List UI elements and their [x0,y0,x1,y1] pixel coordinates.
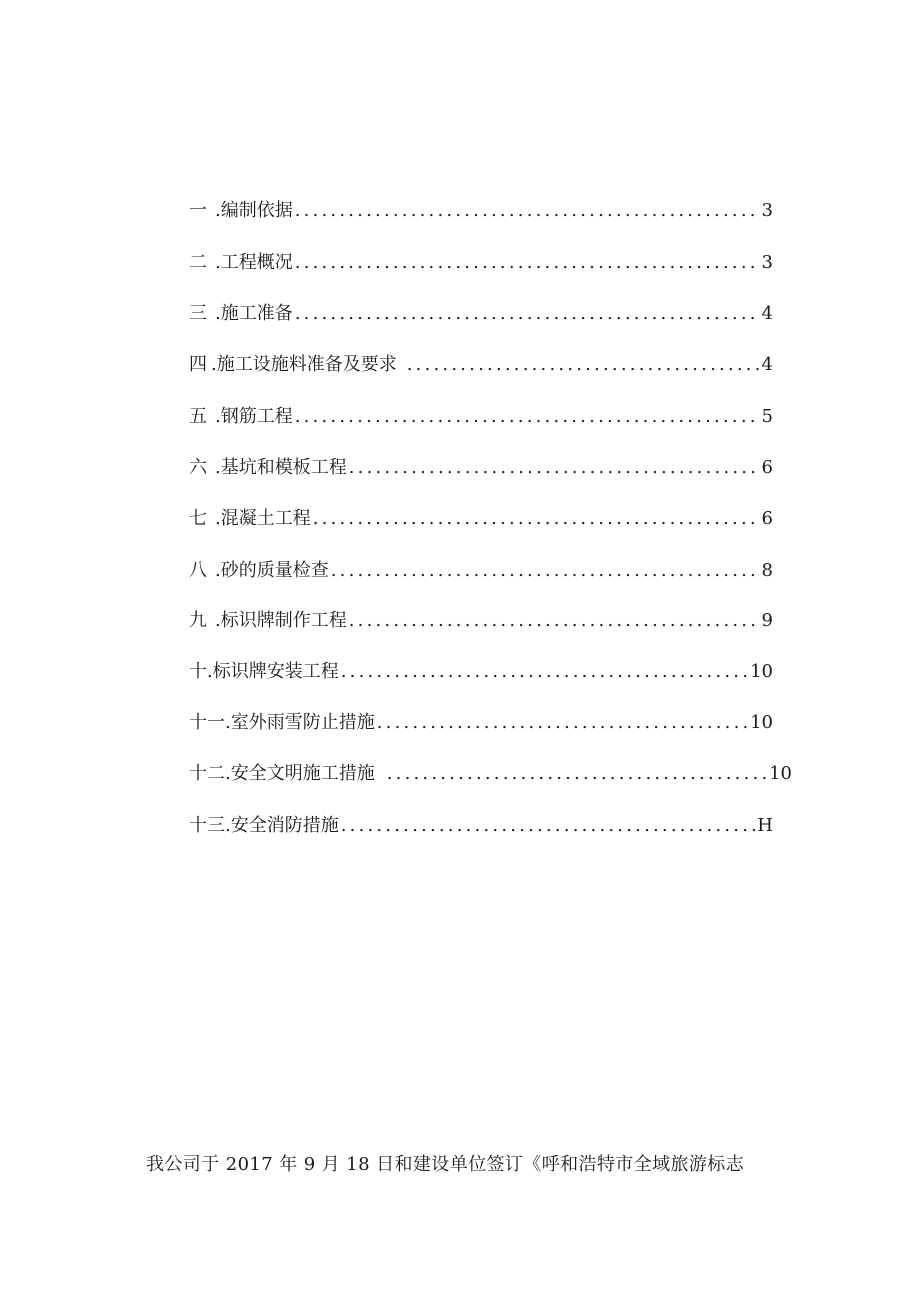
toc-entry-title: 室外雨雪防止措施 [230,712,375,733]
toc-entry-title: 基坑和模板工程 [220,457,347,478]
toc-dot-leader [341,813,756,839]
toc-entry[interactable] [189,710,773,736]
toc-dot-leader [295,250,760,276]
toc-entry-page: 8 [761,560,773,581]
body-paragraph: 我公司于 2017 年 9 月 18 日和建设单位签订《呼和浩特市全域旅游标志 [146,1154,745,1175]
toc-entry[interactable] [189,455,773,481]
toc-entry-page: 10 [769,763,792,784]
toc-entry-page: 6 [761,457,773,478]
toc-entry[interactable] [189,659,773,685]
toc-entry-separator: . [225,815,231,836]
toc-entry-separator: . [211,354,217,375]
toc-entry-separator: . [215,303,221,324]
toc-entry-number: 七 [189,508,207,529]
toc-entry-page: 5 [761,406,773,427]
toc-entry-title: 钢筋工程 [220,406,293,427]
toc-dot-leader [331,558,760,584]
toc-entry-separator: . [215,610,221,631]
toc-dot-leader [387,761,767,787]
toc-entry-separator: . [215,406,221,427]
toc-entry-number: 五 [189,406,207,427]
toc-entry-title: 标识牌制作工程 [220,610,347,631]
toc-entry-separator: . [215,200,221,221]
toc-entry-title: 安全消防措施 [230,815,339,836]
toc-entry-page: 6 [761,508,773,529]
toc-entry[interactable] [189,608,773,634]
toc-entry-page: H [757,815,773,836]
toc-entry-separator: . [215,252,221,273]
toc-dot-leader [295,301,760,327]
toc-dot-leader [295,198,760,224]
toc-entry-number: 八 [189,560,207,581]
toc-entry[interactable] [189,352,773,378]
toc-entry-page: 9 [761,610,773,631]
toc-entry[interactable] [189,761,792,787]
toc-entry[interactable] [189,301,773,327]
toc-entry-number: 十二 [189,763,225,784]
toc-entry-page: 4 [761,303,773,324]
toc-entry-title: 施工设施料准备及要求 [216,354,397,375]
toc-entry-number: 十一 [189,712,225,733]
toc-entry[interactable] [189,198,773,224]
toc-entry-number: 一 [189,200,207,221]
toc-entry-separator: . [215,560,221,581]
toc-entry-number: 六 [189,457,207,478]
toc-entry-page: 3 [761,252,773,273]
toc-entry-number: 九 [189,610,207,631]
toc-entry-number: 十三 [189,815,225,836]
toc-entry-separator: . [207,661,213,682]
toc-entry-number: 四 [189,354,207,375]
toc-entry-title: 砂的质量检查 [220,560,329,581]
toc-entry-separator: . [215,508,221,529]
toc-entry-title: 编制依据 [220,200,293,221]
toc-entry-title: 工程概况 [220,252,293,273]
toc-dot-leader [295,404,760,430]
toc-entry[interactable] [189,404,773,430]
toc-entry-page: 10 [750,661,773,682]
toc-entry[interactable] [189,558,773,584]
toc-entry-page: 10 [750,712,773,733]
toc-dot-leader [313,506,760,532]
toc-entry[interactable] [189,506,773,532]
toc-entry[interactable] [189,250,773,276]
toc-dot-leader [377,710,748,736]
toc-dot-leader [341,659,748,685]
toc-entry-number: 三 [189,303,207,324]
toc-dot-leader [407,352,760,378]
toc-entry-title: 安全文明施工措施 [230,763,375,784]
toc-entry-separator: . [225,712,231,733]
toc-entry[interactable] [189,813,773,839]
toc-entry-page: 3 [761,200,773,221]
toc-entry-title: 施工准备 [220,303,293,324]
toc-entry-number: 二 [189,252,207,273]
toc-entry-title: 标识牌安装工程 [212,661,339,682]
toc-entry-title: 混凝土工程 [220,508,311,529]
toc-dot-leader [349,608,760,634]
toc-dot-leader [349,455,760,481]
toc-entry-page: 4 [761,354,773,375]
toc-entry-number: 十 [189,661,207,682]
toc-entry-separator: . [225,763,231,784]
toc-entry-separator: . [215,457,221,478]
